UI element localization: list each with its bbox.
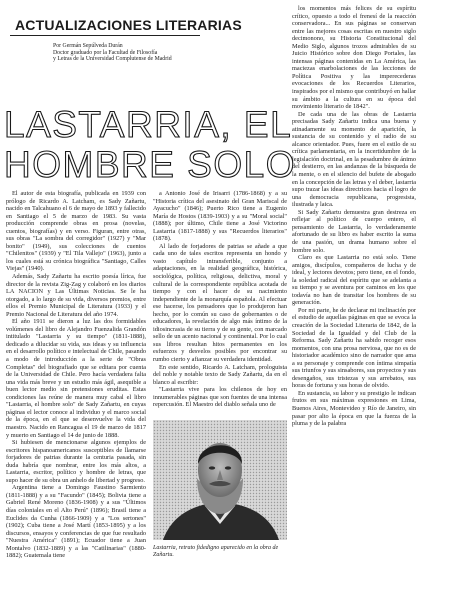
paragraph: Si hubiesen de mencionarse algunos ejemplos de escritores hispanoamericanos susceptibles de llamarse forjadores de patrias durante la centuria pasada, sin duda habría que nombrar, entre los más altos, a Lastarria, escritor, político y hombre de letras, que supo hacer de su obra un anhelo de libertad y progreso. (6, 439, 146, 484)
byline (53, 43, 172, 63)
paragraph: En este sentido, Ricardo A. Latcham, prologuista del noble y notable texto de Sady Zañartu, da en el blanco al escribir: (153, 363, 287, 386)
paragraph: Si Sady Zañartu demuestra gran destreza en reflejar al político de cuerpo entero, el pensamiento de Lastarria, lo verdaderamente afortunado de su libro es haber escrito la suma de una pasión, un drama humano sobre el hombre solo. (292, 208, 416, 254)
article-headline (4, 105, 296, 185)
paragraph: los momentos más felices de su espíritu crítico, opuesto a todo el frenesí de la reacción conservadora... En sus páginas se conservan entre las mejores cosas escritas en nuestro siglo decimonono, su Historia Constitucional del Medio Siglo, algunos trozos admirables de su Juicio Histórico sobre don Diego Portales, las intensas páginas contenidas en La América, las maciezas enarbolaciones de las lecciones de Política Positiva y las imperecederas evocaciones de los Recuerdos Literarios, inspirados por el mismo que contribuyó en hallar su ámbito a la cultura en su época del movimiento literario de 1842". (292, 5, 416, 111)
portrait-photo (153, 420, 287, 540)
headline-line2: HOMBRE SOLO (4, 144, 296, 185)
title-rule (10, 35, 200, 36)
paragraph: De cada una de las obras de Lastarria precisadas Sady Zañartu indica una buena y atinadamente su momento de aparición, la sustancia de su contenido y el radio de su alcance orientador. Pues, fuere en el estilo de su crítica parlamentaria, en la incertidumbre de la legislación doctrinal, en la pesadumbre de ánimo del destierro, en las andanzas de la búsqueda de la mente, o en el silencio del bufete de abogado en la concepción de las letras y el deber, lastarria supo trazar las ideas directrices hacia el logro de una democracia republicana, progresista, ilustrada y laica. (292, 110, 416, 209)
paragraph: El año 1911 se dieron a luz las dos formidables volúmenes del libro de Alejandro Fuenzalida Grandón intitulado "Lastarria y su tiempo" (1811-1888), dedicado a dilucidar su vida, sus ideas y su influencia en el desarrollo político e intelectual de Chile, pasando a modo de introducción a la serie de "Obras Completas" del biografiado que se editara por cuenta de la Universidad de Chile. Pero hacía verdadera falta una vida más breve y un estudio más ágil, asequible a buen lector medio sin pretensiones eruditas. Estas condiciones las reúne de manera muy cabal el libro "Lastarria, el hombre solo" de Sady Zañartu, en cuyas páginas el lector conoce al individuo y el marco social de la época, en el que se desenvuelve la vida del maestro. Nacido en Rancagua el 19 de marzo de 1817 y muerto en Santiago el 14 de junio de 1888. (6, 318, 146, 439)
paragraph: Al lado de forjadores de patrias se añade a que cada uno de tales escritos representa un hondo y vasto capítulo intransferible, conjunto a adaptaciones, en la realidad geográfica, histórica, sociológica, política, religiosa, delictiva, moral y cultural de la correspondiente república acotada de tiempo y con el hacer de su nacimiento independiente de la monarquía española. Al efectuar ese hacerse, los pensadores que lo produjeron han hecho, por lo común su caso de gobernantes o de educadores, la revelación de algo más íntimo de la idiosincrasia de su tierra y de su gente, con marcado sello de un acento nacional y continental. Por lo cual sus libros resultan hitos permanentes en los esfuerzos y desvelos posibles por encontrar su rumbo cierto y afianzar su verdadera identidad. (153, 242, 287, 364)
photo-caption: Lastarria, retrato fidedigno aparecido en la obra de Zañartu. (153, 545, 279, 558)
paragraph: a Antonio José de Irisarri (1786-1868) y a su "Historia crítica del asesinato del Gran Mariscal de Ayacucho" (1846); Puerto Rico tiene a Eugenio María de Hostos (1839-1903) y a su "Moral social" (1888); por último, Chile tiene a José Victorino Lastarria (1817-1888) y sus "Recuerdos literarios" (1878). (153, 190, 287, 243)
paragraph: Además, Sady Zañartu ha escrito poesía lírica, fue director de la revista Zig-Zag y colaboró en los diarios LA NACION y Las Últimas Noticias. Se le ha otorgado, a lo largo de su vida, diversos premios, entre ellos el Premio Municipal de Literatura (1933) y el Premio Nacional de Literatura del año 1974. (6, 273, 146, 318)
byline-line3: y Letras de la Universidad Complutense de Madrid (53, 56, 172, 63)
paragraph: "Lastarria vive para los chilenos de hoy en innumerables páginas que son fuentes de una intensa repercusión. El Maestro del diablo señala uno de (153, 386, 287, 409)
column-3 (292, 5, 416, 595)
headline-line1: LASTARRIA, EL (4, 104, 293, 145)
byline-line2: Doctor graduado por la Facultad de Filosofía (53, 49, 158, 56)
paragraph: Claro es que Lastarria no está solo. Tiene amigos, discípulos, compañeros de lucha y de ideal, y lectores devotos; pero tiene, en el fondo, la soledad radical del espíritu que se adelanta a su tiempo y se aventura por caminos en los que todavía no han de transitar los hombres de su generación. (292, 254, 416, 307)
paragraph: Argentina tiene a Domingo Faustino Sarmiento (1811-1888) y a su "Facundo" (1845); Bolivia tiene a Gabriel René Moreno (1836-1908) y a sus "Últimos días coloniales en el Alto Perú" (1896); Brasil tiene a Euclides da Cunha (1866-1909) y a "Los sertones" (1902); Cuba tiene a José Martí (1853-1895) y a los discursos, ensayos y conferencias de que fue resultado "Nuestra América" (1891); Ecuador tiene a Juan Montalvo (1832-1889) y a las "Catilinarias" (1880-1882); Guatemala tiene (6, 484, 146, 560)
lastarria-portrait-image (153, 420, 287, 540)
column-2 (153, 190, 287, 415)
byline-author: Por Germán Sepúlveda Durán (53, 43, 123, 49)
paragraph: Por mi parte, he de declarar mi inclinación por el estudio de aquellas páginas en que se evoca la creación de la Sociedad Literaria de 1842, de la Sociedad de la Igualdad y del Club de la Reforma. Sady Zañartu ha sabido recoger esos momentos, con una prosa nerviosa, que no es de historiador académico sino de narrador que ama a su personaje y comprende con íntima simpatía sus triunfos y sus sinsabores, sus proyectos y sus desengaños, sus tristezas y sus arrebatos, sus horas de fortuna y sus horas de olvido. (292, 306, 416, 390)
column-1 (6, 190, 146, 595)
paragraph: El autor de esta biografía, publicada en 1939 con prólogo de Ricardo A. Latcham, es Sady Zañartu, nacido en Talcahuano el 6 de mayo de 1893 y fallecido en Santiago el 5 de marzo de 1983. Su vasta producción comprende obras en prosa (novelas, cuentos, biografías) y en verso. Figuran, entre otras, sus obras "La sombra del corregidor" (1927) y "Mar bonito" (1949), sus colecciones de cuentos "Chilenitos" (1939) y "El Tila Vallejo" (1963), junto a los cuales está su crónica biográfica "Santiago, Calles Viejas" (1940). (6, 190, 146, 273)
paragraph: En sustancia, su labor y su prestigio le indican frutos en sus máximas expresiones en Lima, Buenos Aires, Montevideo y Río de Janeiro, sin pasar por alto la época en que la fuerza de la pluma y de la palabra (292, 389, 416, 428)
section-header (5, 13, 242, 63)
section-title: ACTUALIZACIONES LITERARIAS (15, 17, 242, 33)
